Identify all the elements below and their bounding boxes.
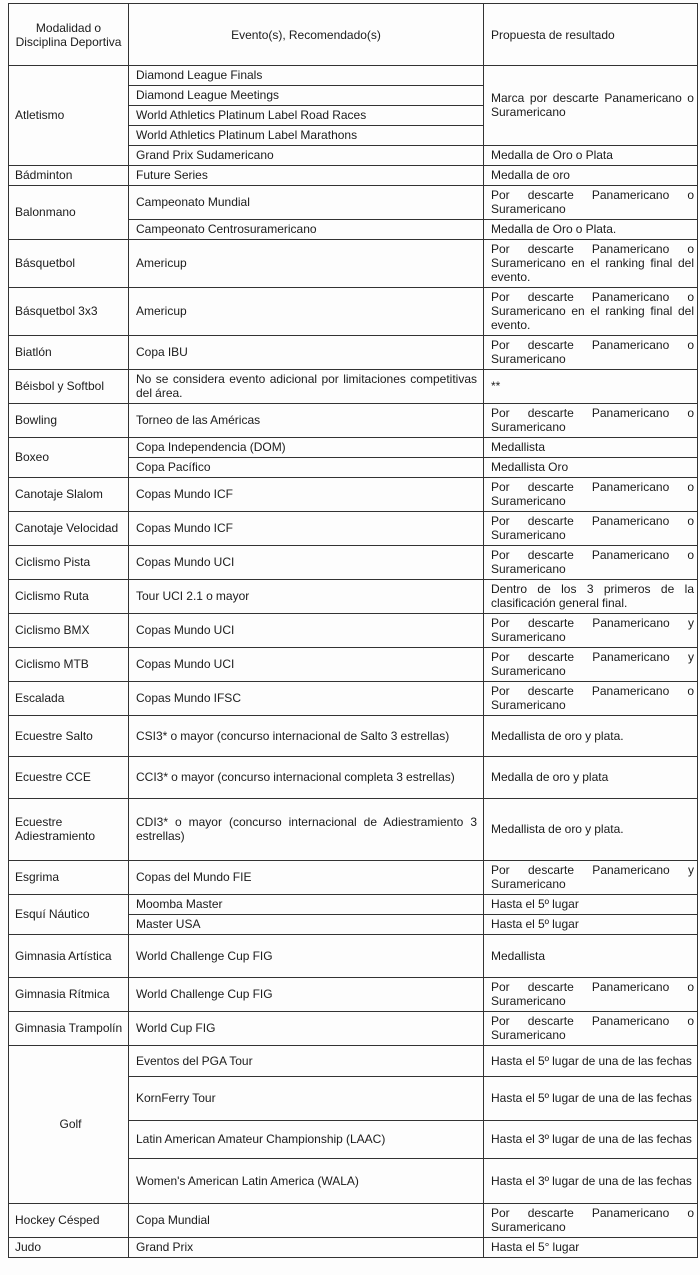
table-row (9, 336, 698, 370)
event-cell: Women's American Latin America (WALA) (129, 1159, 484, 1204)
discipline-cell: Escalada (9, 682, 129, 716)
event-cell: Torneo de las Américas (129, 404, 484, 438)
event-cell: CCI3* o mayor (concurso internacional completa 3 estrellas) (129, 757, 484, 799)
discipline-cell: Gimnasia Artística (9, 935, 129, 978)
table-row (9, 861, 698, 895)
discipline-cell: Biatlón (9, 336, 129, 370)
table-row (9, 546, 698, 580)
result-cell: Hasta el 3º lugar de una de las fechas (484, 1121, 698, 1159)
table-row (9, 799, 698, 861)
table-row (9, 66, 698, 86)
discipline-cell: Básquetbol 3x3 (9, 288, 129, 336)
discipline-cell: Ciclismo BMX (9, 614, 129, 648)
discipline-cell: Esgrima (9, 861, 129, 895)
discipline-cell: Ciclismo Pista (9, 546, 129, 580)
event-cell: Campeonato Mundial (129, 186, 484, 220)
event-cell: Moomba Master (129, 895, 484, 915)
table-row (9, 580, 698, 614)
result-cell: Por descarte Panamericano o Suramericano (484, 512, 698, 546)
result-cell: Medallista de oro y plata. (484, 799, 698, 861)
discipline-cell: Bowling (9, 404, 129, 438)
result-cell: Medalla de Oro o Plata. (484, 220, 698, 240)
table-row (9, 978, 698, 1012)
result-cell: Dentro de los 3 primeros de la clasificación general final. (484, 580, 698, 614)
event-cell: Copas Mundo UCI (129, 614, 484, 648)
event-cell: Future Series (129, 166, 484, 186)
table-row (9, 757, 698, 799)
result-cell: Por descarte Panamericano o Suramericano (484, 1204, 698, 1238)
event-cell: KornFerry Tour (129, 1077, 484, 1121)
event-cell: Copas Mundo ICF (129, 478, 484, 512)
table-row (9, 935, 698, 978)
table-row (9, 288, 698, 336)
result-cell: Medallista (484, 935, 698, 978)
discipline-cell: Golf (9, 1046, 129, 1204)
result-cell: Medalla de oro y plata (484, 757, 698, 799)
discipline-cell: Canotaje Slalom (9, 478, 129, 512)
result-cell: Por descarte Panamericano y Suramericano (484, 614, 698, 648)
table-body (9, 66, 698, 1258)
table-row (9, 404, 698, 438)
table-row (9, 438, 698, 458)
discipline-cell: Canotaje Velocidad (9, 512, 129, 546)
result-cell: Medalla de Oro o Plata (484, 146, 698, 166)
discipline-cell: Gimnasia Rítmica (9, 978, 129, 1012)
table-row (9, 1012, 698, 1046)
event-cell: World Athletics Platinum Label Road Races (129, 106, 484, 126)
table-row (9, 186, 698, 220)
result-cell: Hasta el 5º lugar (484, 895, 698, 915)
result-cell: Por descarte Panamericano o Suramericano (484, 546, 698, 580)
result-cell: Medalla de oro (484, 166, 698, 186)
table-row (9, 895, 698, 915)
table-row (9, 682, 698, 716)
event-cell: Americup (129, 240, 484, 288)
result-cell: Por descarte Panamericano y Suramericano (484, 861, 698, 895)
event-cell: Copas Mundo ICF (129, 512, 484, 546)
event-cell: Copas del Mundo FIE (129, 861, 484, 895)
result-cell: Por descarte Panamericano o Suramericano (484, 186, 698, 220)
result-cell: Por descarte Panamericano y Suramericano (484, 648, 698, 682)
result-cell: Por descarte Panamericano o Suramericano (484, 478, 698, 512)
discipline-cell: Ecuestre CCE (9, 757, 129, 799)
discipline-cell: Ecuestre Salto (9, 716, 129, 757)
event-cell: Copas Mundo UCI (129, 648, 484, 682)
result-cell: Hasta el 5° lugar (484, 1238, 698, 1258)
table-row (9, 1046, 698, 1077)
discipline-cell: Hockey Césped (9, 1204, 129, 1238)
discipline-cell: Gimnasia Trampolín (9, 1012, 129, 1046)
event-cell: Eventos del PGA Tour (129, 1046, 484, 1077)
discipline-cell: Básquetbol (9, 240, 129, 288)
discipline-cell: Esquí Náutico (9, 895, 129, 935)
event-cell: World Challenge Cup FIG (129, 978, 484, 1012)
result-cell: Hasta el 5º lugar de una de las fechas (484, 1077, 698, 1121)
result-cell: Medallista (484, 438, 698, 458)
table-row (9, 1204, 698, 1238)
discipline-cell: Judo (9, 1238, 129, 1258)
event-cell: CSI3* o mayor (concurso internacional de Salto 3 estrellas) (129, 716, 484, 757)
discipline-cell: Ciclismo MTB (9, 648, 129, 682)
result-cell: Por descarte Panamericano o Suramericano (484, 404, 698, 438)
table-row (9, 240, 698, 288)
event-cell: Copa IBU (129, 336, 484, 370)
result-cell: ** (484, 370, 698, 404)
event-cell: Copas Mundo IFSC (129, 682, 484, 716)
result-cell: Marca por descarte Panamericano o Suramericano (484, 66, 698, 146)
result-cell: Por descarte Panamericano o Suramericano (484, 336, 698, 370)
discipline-cell: Balonmano (9, 186, 129, 240)
event-cell: Copa Mundial (129, 1204, 484, 1238)
result-cell: Por descarte Panamericano o Suramericano (484, 978, 698, 1012)
event-cell: World Athletics Platinum Label Marathons (129, 126, 484, 146)
event-cell: No se considera evento adicional por limitaciones competitivas del área. (129, 370, 484, 404)
event-cell: CDI3* o mayor (concurso internacional de Adiestramiento 3 estrellas) (129, 799, 484, 861)
result-cell: Por descarte Panamericano o Suramericano en el ranking final del evento. (484, 288, 698, 336)
event-cell: Grand Prix (129, 1238, 484, 1258)
table-row (9, 1238, 698, 1258)
table-row (9, 716, 698, 757)
table-row (9, 614, 698, 648)
table-row (9, 648, 698, 682)
event-cell: Diamond League Meetings (129, 86, 484, 106)
result-cell: Hasta el 3º lugar de una de las fechas (484, 1159, 698, 1204)
discipline-cell: Ciclismo Ruta (9, 580, 129, 614)
header-discipline: Modalidad o Disciplina Deportiva (9, 4, 129, 66)
discipline-cell: Béisbol y Softbol (9, 370, 129, 404)
header-row (9, 4, 698, 66)
result-cell: Por descarte Panamericano o Suramericano en el ranking final del evento. (484, 240, 698, 288)
event-cell: Americup (129, 288, 484, 336)
header-events: Evento(s), Recomendado(s) (129, 4, 484, 66)
event-cell: Diamond League Finals (129, 66, 484, 86)
result-cell: Medallista Oro (484, 458, 698, 478)
header-result: Propuesta de resultado (484, 4, 698, 66)
event-cell: Campeonato Centrosuramericano (129, 220, 484, 240)
discipline-cell: Atletismo (9, 66, 129, 166)
event-cell: Copas Mundo UCI (129, 546, 484, 580)
event-cell: Tour UCI 2.1 o mayor (129, 580, 484, 614)
event-cell: Copa Independencia (DOM) (129, 438, 484, 458)
event-cell: Master USA (129, 915, 484, 935)
event-cell: World Cup FIG (129, 1012, 484, 1046)
result-cell: Hasta el 5º lugar de una de las fechas (484, 1046, 698, 1077)
table-row (9, 370, 698, 404)
discipline-cell: Ecuestre Adiestramiento (9, 799, 129, 861)
result-cell: Por descarte Panamericano o Suramericano (484, 1012, 698, 1046)
event-cell: Copa Pacífico (129, 458, 484, 478)
recommended-events-table (8, 3, 698, 1258)
event-cell: World Challenge Cup FIG (129, 935, 484, 978)
table-row (9, 512, 698, 546)
result-cell: Medallista de oro y plata. (484, 716, 698, 757)
event-cell: Grand Prix Sudamericano (129, 146, 484, 166)
table-row (9, 166, 698, 186)
result-cell: Hasta el 5º lugar (484, 915, 698, 935)
result-cell: Por descarte Panamericano o Suramericano (484, 682, 698, 716)
discipline-cell: Boxeo (9, 438, 129, 478)
discipline-cell: Bádminton (9, 166, 129, 186)
event-cell: Latin American Amateur Championship (LAAC) (129, 1121, 484, 1159)
table-row (9, 478, 698, 512)
